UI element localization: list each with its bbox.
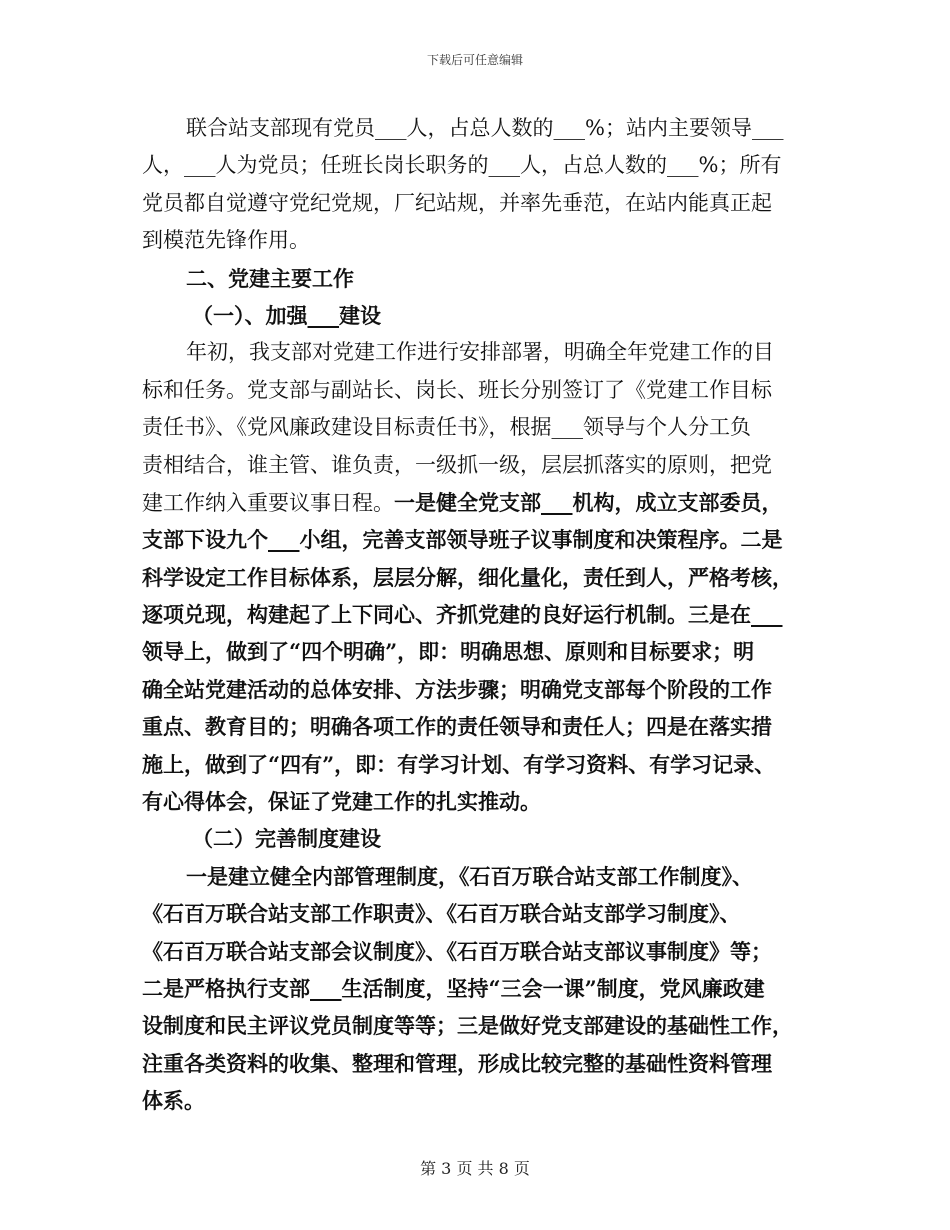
text-line: 《石百万联合站支部工作职责》、《石百万联合站支部学习制度》、 bbox=[142, 901, 741, 927]
page-header-note: 下载后可任意编辑 bbox=[426, 53, 523, 67]
text-line: 设制度和民主评议党员制度等等；三是做好党支部建设的基础性工作， bbox=[142, 1013, 793, 1039]
text-line: 《石百万联合站支部会议制度》、《石百万联合站支部议事制度》等； bbox=[142, 938, 772, 964]
text-line: 二是严格执行支部___生活制度，坚持“三会一课”制度，党风廉政建 bbox=[142, 975, 765, 1001]
text-line: （二）完善制度建设 bbox=[192, 826, 381, 852]
text-line-normal-part: 建工作纳入重要议事日程。 bbox=[142, 490, 394, 515]
text-line: 人，___人为党员；任班长岗长职务的___人，占总人数的___%；所有 bbox=[142, 153, 782, 178]
text-line: 到模范先锋作用。 bbox=[142, 228, 310, 253]
text-line: 支部下设九个___小组，完善支部领导班子议事制度和决策程序。二是 bbox=[142, 527, 783, 553]
text-line bbox=[142, 484, 828, 521]
text-line: 责任书》、《党风廉政建设目标责任书》，根据___领导与个人分工负 bbox=[142, 415, 751, 440]
text-line: 确全站党建活动的总体安排、方法步骤；明确党支部每个阶段的工作 bbox=[142, 676, 772, 702]
text-line: 施上，做到了“四有”，即：有学习计划、有学习资料、有学习记录、 bbox=[142, 751, 776, 777]
text-line: 年初，我支部对党建工作进行安排部署，明确全年党建工作的目 bbox=[186, 340, 774, 365]
page-number: 第 3 页 共 8 页 bbox=[420, 1159, 530, 1178]
text-line: 逐项兑现，构建起了上下同心、齐抓党建的良好运行机制。三是在___ bbox=[142, 602, 783, 628]
text-line: 联合站支部现有党员___人，占总人数的___%；站内主要领导___ bbox=[186, 116, 784, 140]
text-line: 体系。 bbox=[142, 1088, 205, 1114]
document-body bbox=[142, 110, 828, 1120]
text-line: 标和任务。党支部与副站长、岗长、班长分别签订了《党建工作目标 bbox=[142, 377, 772, 402]
text-line: 一是建立健全内部管理制度，《石百万联合站支部工作制度》、 bbox=[186, 863, 753, 889]
text-line: 科学设定工作目标体系，层层分解，细化量化，责任到人，严格考核， bbox=[142, 564, 793, 590]
text-line: 二、党建主要工作 bbox=[186, 265, 354, 291]
text-line: 重点、教育目的；明确各项工作的责任领导和责任人；四是在落实措 bbox=[142, 714, 772, 740]
text-line: 党员都自觉遵守党纪党规，厂纪站规，并率先垂范，在站内能真正起 bbox=[142, 190, 772, 215]
text-line: 注重各类资料的收集、整理和管理，形成比较完整的基础性资料管理 bbox=[142, 1050, 772, 1076]
text-line: （一）、加强___建设 bbox=[192, 302, 381, 328]
text-line-bold-part: 一是健全党支部___机构，成立支部委员， bbox=[394, 489, 783, 515]
text-line: 有心得体会，保证了党建工作的扎实推动。 bbox=[142, 789, 541, 815]
text-line: 领导上，做到了“四个明确”，即：明确思想、原则和目标要求；明 bbox=[142, 639, 755, 665]
text-line: 责相结合，谁主管、谁负责，一级抓一级，层层抓落实的原则，把党 bbox=[142, 452, 772, 477]
